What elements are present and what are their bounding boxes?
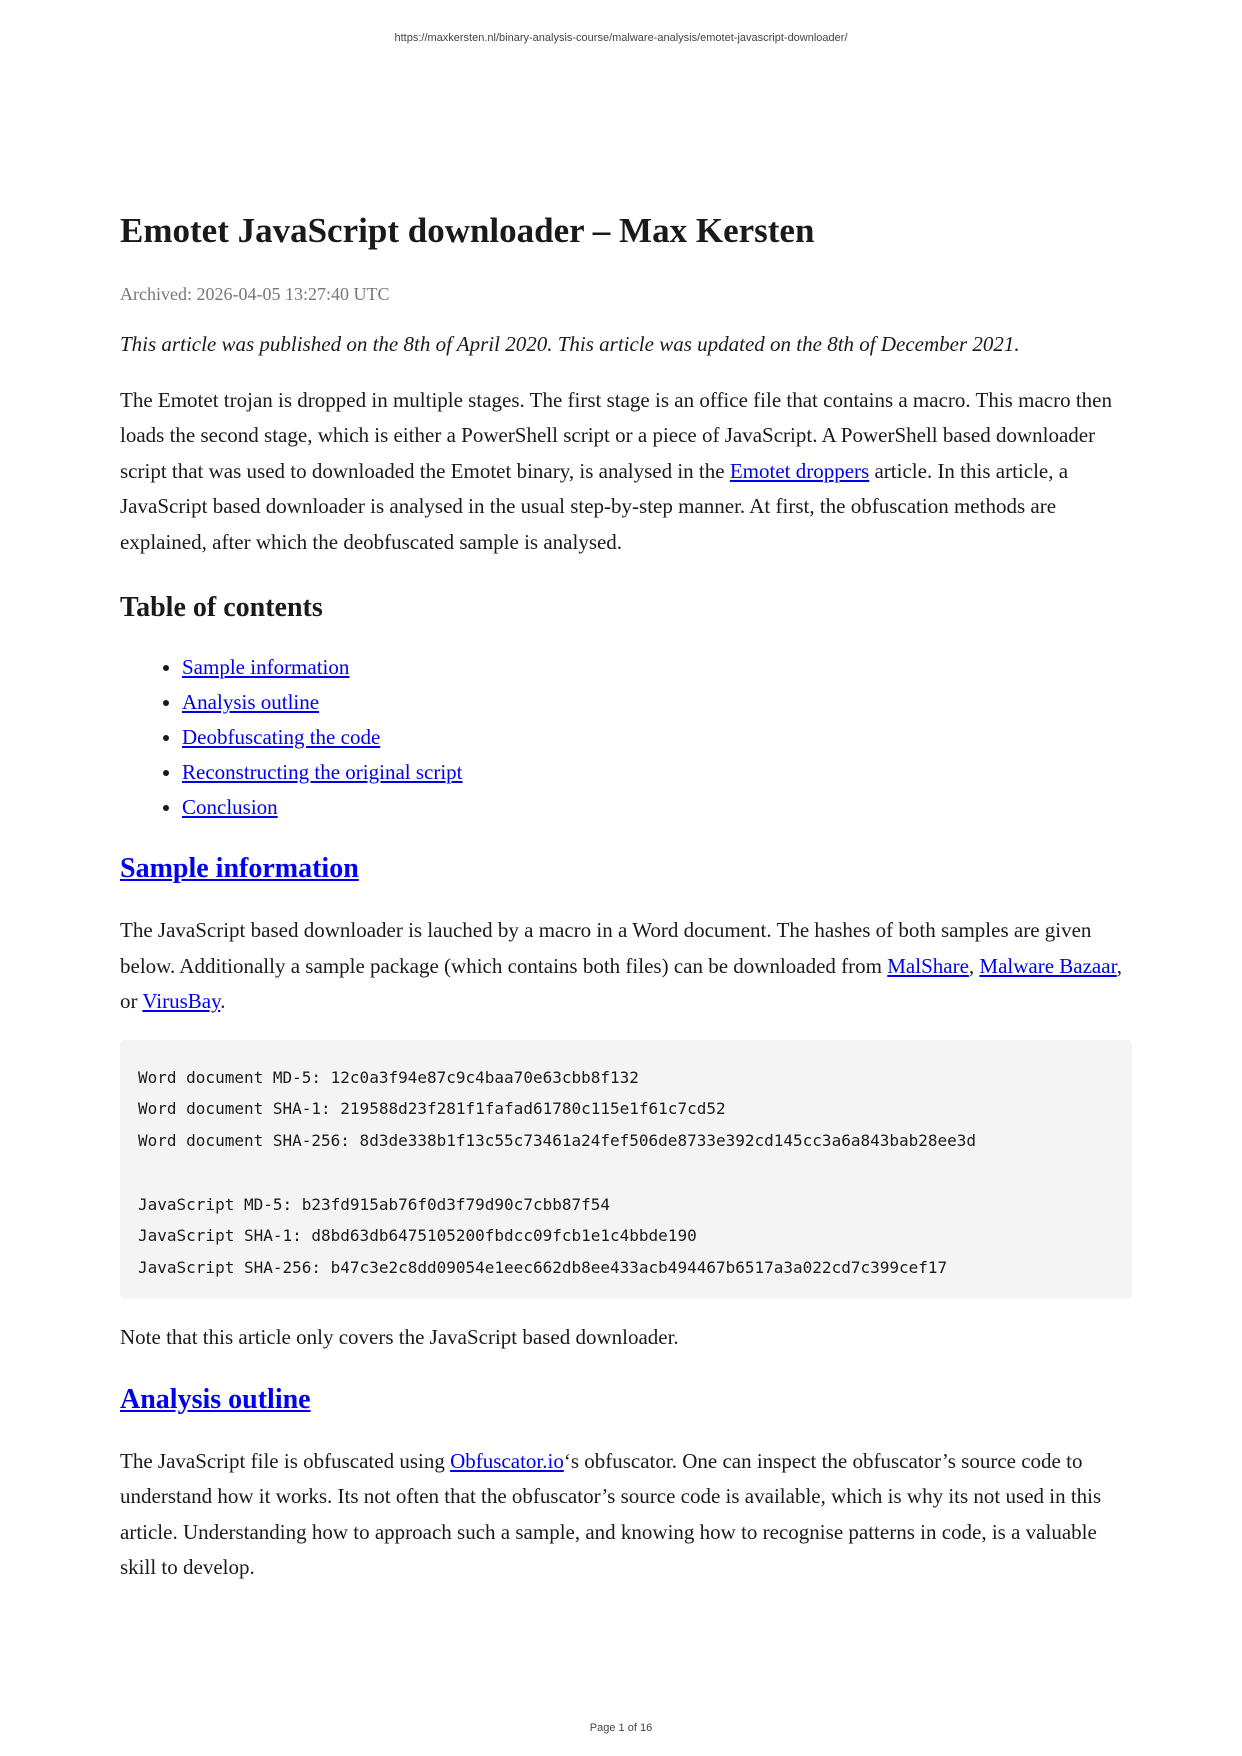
intro-paragraph: The Emotet trojan is dropped in multiple stages. The first stage is an office file that contains a macro. This macro then loads the second stage, which is either a PowerShell script or a piece of JavaScript. A PowerShell based downloader script that was used to downloaded the Emotet binary, is analysed in the Emotet droppers article. In this article, a JavaScript based downloader is analysed in the usual step-by-step manner. At first, the obfuscation methods are explained, after which the deobfuscated sample is analysed. xyxy=(120,387,1112,554)
code-line: JavaScript SHA-256: b47c3e2c8dd09054e1eec662db8ee433acb494467b6517a3a022cd7c399cef17 xyxy=(138,1258,948,1278)
toc-heading: Table of contents xyxy=(120,592,323,623)
sample-information-heading xyxy=(120,853,1132,885)
toc-link-conclusion[interactable]: Conclusion xyxy=(182,795,278,819)
code-line: Word document SHA-1: 219588d23f281f1fafad61780c115e1f61c7cd52 xyxy=(138,1099,726,1119)
toc-item xyxy=(182,720,1132,755)
code-line: Word document MD-5: 12c0a3f94e87c9c4baa70e63cbb8f132 xyxy=(138,1067,639,1087)
toc-link-sample-information[interactable]: Sample information xyxy=(182,655,350,679)
code-blank-line xyxy=(138,1157,1114,1189)
virusbay-link[interactable]: VirusBay xyxy=(142,989,221,1013)
page-title: Emotet JavaScript downloader – Max Kersten xyxy=(120,211,815,250)
hashes-code-block xyxy=(120,1040,1132,1299)
sample-information-paragraph: The JavaScript based downloader is lauched by a macro in a Word document. The hashes of both samples are given below. Additionally a sample package (which contains both files) can be downloaded from MalShare, Malware Bazaar, or VirusBay. xyxy=(120,918,1122,1013)
code-line: Word document SHA-256: 8d3de338b1f13c55c73461a24fef506de8733e392cd145cc3a6a843bab28ee3d xyxy=(138,1131,977,1151)
page-url-header: https://maxkersten.nl/binary-analysis-course/malware-analysis/emotet-javascript-downloader/ xyxy=(394,32,848,44)
table-of-contents xyxy=(120,650,1132,825)
emotet-droppers-link[interactable]: Emotet droppers xyxy=(729,458,870,483)
note-paragraph: Note that this article only covers the JavaScript based downloader. xyxy=(120,1325,679,1350)
toc-link-deobfuscating[interactable]: Deobfuscating the code xyxy=(182,725,381,749)
analysis-outline-anchor[interactable]: Analysis outline xyxy=(120,1383,311,1415)
code-line: JavaScript MD-5: b23fd915ab76f0d3f79d90c7cbb87f54 xyxy=(138,1194,611,1214)
toc-item xyxy=(182,755,1132,790)
obfuscator-io-link[interactable]: Obfuscator.io xyxy=(450,1448,564,1473)
malware-bazaar-link[interactable]: Malware Bazaar xyxy=(979,953,1117,978)
page-number-footer: Page 1 of 16 xyxy=(589,1722,653,1734)
publication-note: This article was published on the 8th of April 2020. This article was updated on the 8th of December 2021. xyxy=(120,332,1020,356)
archived-timestamp: Archived: 2026-04-05 13:27:40 UTC xyxy=(120,284,390,304)
toc-link-reconstructing[interactable]: Reconstructing the original script xyxy=(182,760,463,784)
toc-item xyxy=(182,685,1132,720)
toc-item xyxy=(182,650,1132,685)
code-line: JavaScript SHA-1: d8bd63db6475105200fbdcc09fcb1e1c4bbde190 xyxy=(138,1226,697,1246)
article-content xyxy=(120,210,1132,1604)
sample-information-anchor[interactable]: Sample information xyxy=(120,853,359,884)
toc-item xyxy=(182,790,1132,825)
analysis-outline-paragraph: The JavaScript file is obfuscated using Obfuscator.io‘s obfuscator. One can inspect the obfuscator’s source code to understand how it works. Its not often that the obfuscator’s source code is available, which is why its not used in this article. Understanding how to approach such a sample, and knowing how to recognise patterns in code, is a valuable skill to develop. xyxy=(120,1448,1102,1580)
toc-link-analysis-outline[interactable]: Analysis outline xyxy=(182,690,320,714)
analysis-outline-heading xyxy=(120,1384,1132,1416)
malshare-link[interactable]: MalShare xyxy=(887,953,969,978)
